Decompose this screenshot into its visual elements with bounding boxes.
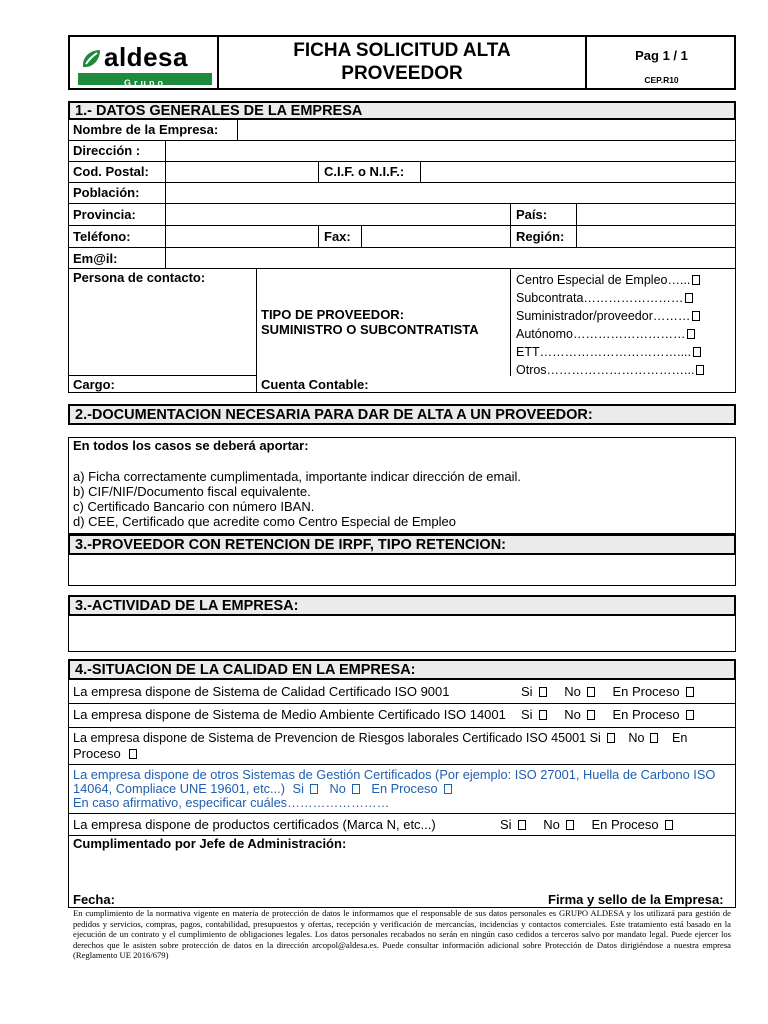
company-name-label: Nombre de la Empresa: xyxy=(73,122,219,137)
postal-code-label: Cod. Postal: xyxy=(73,164,149,179)
no-label: No xyxy=(543,817,560,832)
no-option[interactable] xyxy=(543,817,574,832)
si-label: Si xyxy=(521,684,533,699)
en-proceso-label: En Proceso xyxy=(591,817,659,832)
form-title-line2: PROVEEDOR xyxy=(341,63,463,84)
section-2-title: 2.-DOCUMENTACION NECESARIA PARA DAR DE ALTA A UN PROVEEDOR: xyxy=(68,404,736,425)
checkbox-icon[interactable] xyxy=(587,710,595,720)
no-option[interactable] xyxy=(628,731,658,745)
checkbox-icon[interactable] xyxy=(539,710,547,720)
phone-field[interactable] xyxy=(167,227,317,246)
option-suministrador[interactable] xyxy=(516,309,700,324)
logo-sub: Grupo xyxy=(124,78,166,88)
checkbox-icon[interactable] xyxy=(518,820,526,830)
cif-label: C.I.F. o N.I.F.: xyxy=(324,164,405,179)
doc-item-a: a) Ficha correctamente cumplimentada, importante indicar dirección de email. xyxy=(73,469,521,484)
en-proceso-label: En Proceso xyxy=(612,684,680,699)
quality-iso14001-options xyxy=(521,707,694,722)
cargo-label: Cargo: xyxy=(73,377,115,392)
col-line xyxy=(165,140,166,268)
account-label: Cuenta Contable: xyxy=(261,377,369,392)
quality-iso45001-wrap[interactable] xyxy=(73,746,137,761)
checkbox-icon[interactable] xyxy=(607,733,615,743)
col-line xyxy=(318,161,319,182)
section-1-title: 1.- DATOS GENERALES DE LA EMPRESA xyxy=(68,101,736,120)
city-field[interactable] xyxy=(167,184,734,202)
page-number: Pag 1 / 1 xyxy=(635,48,688,63)
si-label: Si xyxy=(292,781,304,796)
fax-label: Fax: xyxy=(324,229,351,244)
en-proceso-option-start[interactable]: En xyxy=(671,731,688,745)
option-ett[interactable] xyxy=(516,345,701,360)
address-field[interactable] xyxy=(167,142,734,160)
quality-other-line3[interactable]: En caso afirmativo, especificar cuáles…………………… xyxy=(73,795,390,810)
phone-label: Teléfono: xyxy=(73,229,131,244)
si-option[interactable] xyxy=(590,731,615,745)
si-option[interactable] xyxy=(521,707,547,722)
quality-other-line2 xyxy=(73,781,452,796)
signature-label: Firma y sello de la Empresa: xyxy=(548,892,724,907)
email-label: Em@il: xyxy=(73,251,118,266)
no-option[interactable] xyxy=(564,707,595,722)
col-line xyxy=(576,203,577,247)
doc-item-c: c) Certificado Bancario con número IBAN. xyxy=(73,499,315,514)
option-label: Centro Especial de Empleo…... xyxy=(516,273,691,287)
quality-other-text: 14064, Compliace UNE 19601, etc...) xyxy=(73,781,285,796)
si-option[interactable] xyxy=(500,817,526,832)
checkbox-icon[interactable] xyxy=(692,275,700,285)
province-field[interactable] xyxy=(167,205,509,224)
section-3-activity-title: 3.-ACTIVIDAD DE LA EMPRESA: xyxy=(68,595,736,616)
postal-code-field[interactable] xyxy=(167,163,317,181)
col-line xyxy=(420,161,421,182)
irpf-field[interactable] xyxy=(68,554,736,586)
row-line xyxy=(68,203,736,204)
row-line xyxy=(68,247,736,248)
activity-field[interactable] xyxy=(68,615,736,652)
si-label: Si xyxy=(521,707,533,722)
checkbox-icon[interactable] xyxy=(352,784,360,794)
country-field[interactable] xyxy=(578,205,734,224)
checkbox-icon[interactable] xyxy=(687,329,695,339)
completed-by-label: Cumplimentado por Jefe de Administración: xyxy=(73,836,347,851)
en-proceso-label: En Proceso xyxy=(612,707,680,722)
quality-products: La empresa dispone de productos certificados (Marca N, etc...) xyxy=(73,817,436,832)
no-option[interactable] xyxy=(564,684,595,699)
option-autonomo[interactable] xyxy=(516,327,695,342)
checkbox-icon[interactable] xyxy=(539,687,547,697)
checkbox-icon[interactable] xyxy=(129,749,137,759)
option-label: Subcontrata…………………… xyxy=(516,291,684,305)
checkbox-icon[interactable] xyxy=(650,733,658,743)
checkbox-icon[interactable] xyxy=(696,365,704,375)
address-label: Dirección : xyxy=(73,143,141,158)
option-centro-especial[interactable] xyxy=(516,273,700,288)
supplier-type-label-1: TIPO DE PROVEEDOR: xyxy=(261,307,405,322)
option-label: Autónomo……………………… xyxy=(516,327,686,341)
company-name-field[interactable] xyxy=(239,121,734,139)
doc-item-d: d) CEE, Certificado que acredite como Centro Especial de Empleo xyxy=(73,514,456,529)
quality-iso14001: La empresa dispone de Sistema de Medio Ambiente Certificado ISO 14001 xyxy=(73,707,506,722)
checkbox-icon[interactable] xyxy=(693,347,701,357)
quality-other-line1: La empresa dispone de otros Sistemas de Gestión Certificados (Por ejemplo: ISO 27001, Huella de Carbono ISO xyxy=(73,767,716,782)
row-line xyxy=(68,225,736,226)
si-option[interactable] xyxy=(293,781,318,796)
en-proceso-label: En Proceso xyxy=(371,781,438,796)
row-line xyxy=(68,813,736,814)
en-proceso-option[interactable] xyxy=(371,781,451,796)
doc-item-b: b) CIF/NIF/Documento fiscal equivalente. xyxy=(73,484,311,499)
logo xyxy=(78,44,212,86)
row-line xyxy=(68,764,736,765)
quality-products-options xyxy=(500,817,673,832)
doc-code: CEP.R10 xyxy=(644,75,679,85)
no-label: No xyxy=(564,684,581,699)
no-option[interactable] xyxy=(330,781,360,796)
en-proceso-option[interactable] xyxy=(591,817,672,832)
row-line xyxy=(68,703,736,704)
email-field[interactable] xyxy=(167,249,734,267)
no-label: No xyxy=(329,781,346,796)
quality-iso45001 xyxy=(73,731,687,746)
section-3-irpf-title: 3.-PROVEEDOR CON RETENCION DE IRPF, TIPO RETENCION: xyxy=(68,534,736,555)
date-label: Fecha: xyxy=(73,892,115,907)
docs-intro: En todos los casos se deberá aportar: xyxy=(73,438,309,453)
data-protection-notice: En cumplimiento de la normativa vigente en materia de protección de datos le informamos que el responsable de sus datos personales es GRUPO ALDESA y los utilizará para gestión de pedidos y servicios, compras, pagos, contabilidad, presupuestos y ofertas, recepción y verificación de mercancías, incidencias y contactos comerciales. Este tratamiento está basado en la ejecución de un contrato y el cumplimiento de obligaciones legales. Los datos personales recabados no serán en ningún caso cedidos a terceros salvo por mandato legal. Puede ejercer los derechos que le asisten sobre protección de datos en la dirección arcopol@aldesa.es. Puede consultar información adicional sobre Protección de Datos dirigiéndose a nuestra empresa (Reglamento UE 2016/679) xyxy=(73,908,731,961)
si-label: Si xyxy=(500,817,512,832)
option-label: Suministrador/proveedor……… xyxy=(516,309,691,323)
checkbox-icon[interactable] xyxy=(685,293,693,303)
checkbox-icon[interactable] xyxy=(665,820,673,830)
country-label: País: xyxy=(516,207,548,222)
logo-text: aldesa xyxy=(104,42,188,72)
row-line xyxy=(68,268,736,269)
no-label: No xyxy=(628,731,645,745)
row-line xyxy=(68,161,736,162)
en-proceso-option[interactable] xyxy=(612,684,693,699)
col-line xyxy=(510,268,511,376)
quality-iso9001: La empresa dispone de Sistema de Calidad Certificado ISO 9001 xyxy=(73,684,450,699)
col-line xyxy=(318,225,319,247)
quality-iso45001-text: La empresa dispone de Sistema de Prevencion de Riesgos laborales Certificado ISO 45001 xyxy=(73,731,587,745)
logo-sub-bar xyxy=(78,73,212,88)
no-label: No xyxy=(564,707,581,722)
en-proceso-label-wrap: Proceso xyxy=(73,746,121,761)
contact-person-field[interactable] xyxy=(70,286,254,374)
checkbox-icon[interactable] xyxy=(444,784,452,794)
row-line xyxy=(68,727,736,728)
supplier-type-label-2: SUMINISTRO O SUBCONTRATISTA xyxy=(261,322,479,337)
col-line xyxy=(510,203,511,247)
section-4-title: 4.-SITUACION DE LA CALIDAD EN LA EMPRESA: xyxy=(68,659,736,680)
si-label: Si xyxy=(589,731,601,745)
col-line xyxy=(256,268,257,393)
checkbox-icon[interactable] xyxy=(686,710,694,720)
checkbox-icon[interactable] xyxy=(587,687,595,697)
row-line xyxy=(68,182,736,183)
en-proceso-option[interactable] xyxy=(612,707,693,722)
si-option[interactable] xyxy=(521,684,547,699)
fax-field[interactable] xyxy=(363,227,509,246)
province-label: Provincia: xyxy=(73,207,136,222)
row-line xyxy=(68,140,736,141)
signature-area[interactable] xyxy=(70,852,734,890)
option-label: ETT…………………………….... xyxy=(516,345,691,359)
checkbox-icon[interactable] xyxy=(310,784,318,794)
form-title-line1: FICHA SOLICITUD ALTA xyxy=(293,40,511,61)
row-line xyxy=(68,375,256,376)
region-label: Región: xyxy=(516,229,565,244)
cif-field[interactable] xyxy=(422,163,734,181)
option-subcontrata[interactable] xyxy=(516,291,693,306)
checkbox-icon[interactable] xyxy=(692,311,700,321)
option-label: Otros……………………………... xyxy=(516,363,695,377)
quality-iso9001-options xyxy=(521,684,694,699)
option-otros[interactable] xyxy=(516,363,704,378)
checkbox-icon[interactable] xyxy=(566,820,574,830)
checkbox-icon[interactable] xyxy=(686,687,694,697)
region-field[interactable] xyxy=(578,227,734,246)
col-line xyxy=(237,119,238,140)
col-line xyxy=(361,225,362,247)
contact-person-label: Persona de contacto: xyxy=(73,270,206,285)
city-label: Población: xyxy=(73,185,140,200)
logo-leaf-icon xyxy=(80,47,102,71)
